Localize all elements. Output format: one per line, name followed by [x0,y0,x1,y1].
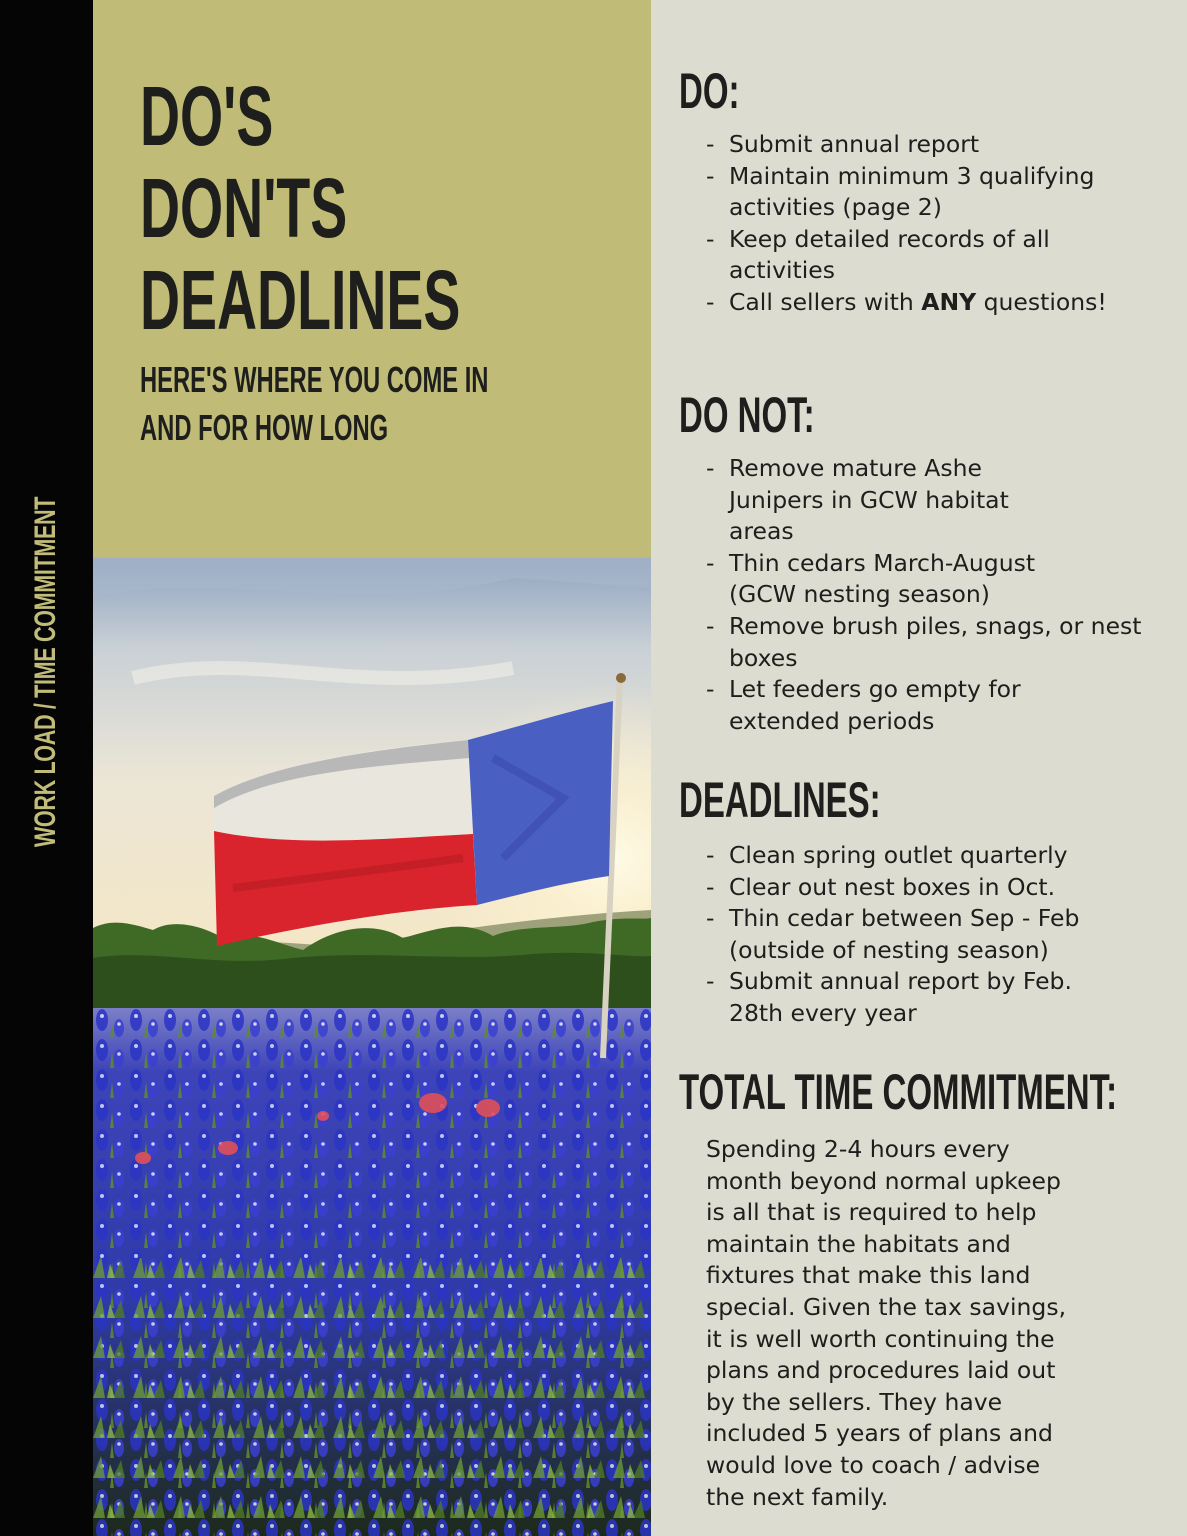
deadlines-list [706,840,1146,1030]
section-heading-deadlines: DEADLINES: [679,772,881,828]
page-subtitle [140,356,488,452]
list-item: - Thin cedar between Sep - Feb (outside of nesting season) [706,903,1126,966]
list-item: - Clear out nest boxes in Oct. [706,872,1146,904]
page-title [140,70,460,346]
list-item: - Thin cedars March-August (GCW nesting season) [706,548,1066,611]
side-spine [0,0,93,1536]
emphasis-text: ANY [921,287,977,316]
subtitle-line-2: AND FOR HOW LONG [140,407,389,448]
title-block [93,0,651,558]
section-heading-time-commitment: TOTAL TIME COMMITMENT: [679,1064,1118,1120]
subtitle-line-1: HERE'S WHERE YOU COME IN [140,359,489,400]
do-not-list [706,453,1146,737]
spine-label-text: WORK LOAD / TIME COMMITMENT [29,496,62,848]
title-line-dos: DO'S [140,69,274,163]
list-item: - Remove mature Ashe Junipers in GCW habitat areas [706,453,1036,548]
list-item: - Keep detailed records of all activities [706,224,1146,287]
texas-flag-bluebonnet-photo [93,558,651,1536]
list-item: - Maintain minimum 3 qualifying activities (page 2) [706,161,1146,224]
section-heading-do: DO: [679,63,740,119]
do-list [706,129,1146,319]
list-item: - Submit annual report [706,129,1146,161]
title-line-donts: DON'TS [140,161,348,255]
section-heading-do-not: DO NOT: [679,387,815,443]
list-item [706,287,1146,319]
list-item: - Clean spring outlet quarterly [706,840,1146,872]
item-text: questions! [976,287,1107,316]
title-line-deadlines: DEADLINES [140,253,461,347]
spine-label [29,429,63,915]
content-column [651,0,1187,1536]
time-commitment-paragraph: Spending 2-4 hours every month beyond normal upkeep is all that is required to help maintain the habitats and fixtures that make this land special. Given the tax savings, it is well worth continuing the plans and procedures laid out by the sellers. They have included 5 years of plans and would love to coach / advise the next family. [706,1135,1067,1511]
list-item: - Let feeders go empty for extended periods [706,674,1046,737]
list-item: - Submit annual report by Feb. 28th every year [706,966,1126,1029]
list-item: - Remove brush piles, snags, or nest boxes [706,611,1146,674]
item-text: Call sellers with [729,287,922,316]
